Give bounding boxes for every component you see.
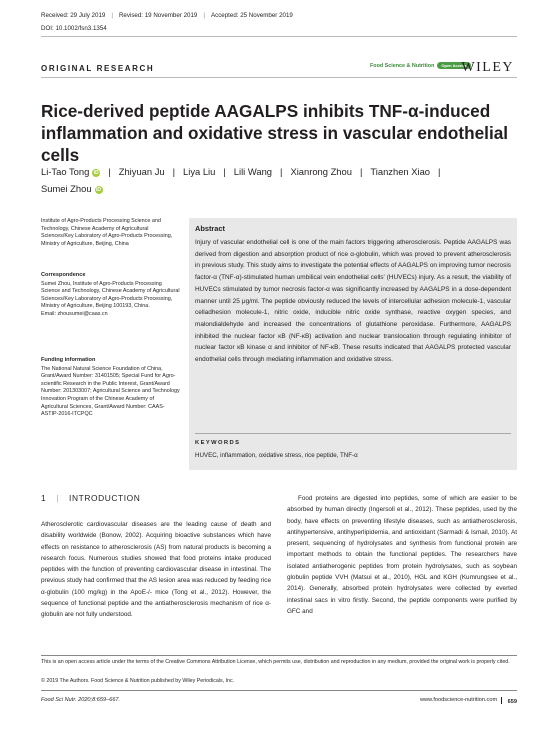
doi-link[interactable]: DOI: 10.1002/fsn3.1354 [41,25,107,32]
keywords-heading: KEYWORDS [195,440,241,446]
journal-name: Food Science & Nutrition [370,62,435,69]
correspondence-block [41,272,181,319]
funding-heading: Funding information [41,357,96,363]
author-1[interactable]: Li-Tao Tong iD [41,166,99,177]
keywords-divider [195,433,511,434]
header-divider [41,36,517,37]
section-heading: 1 | INTRODUCTION [41,493,141,503]
section-divider [41,77,517,78]
author-2[interactable]: Zhiyuan Ju [118,166,165,177]
author-list: Li-Tao Tong iD | Zhiyuan Ju | Liya Liu | Lili Wang | Xianrong Zhou | Tianzhen Xiao | Sumei Zhou iD [41,166,441,194]
keywords-text: HUVEC, inflammation, oxidative stress, rice peptide, TNF-α [195,452,358,459]
author-4[interactable]: Lili Wang [233,166,273,177]
received-date: Received: 29 July 2019 [41,12,106,19]
journal-url[interactable]: www.foodscience-nutrition.com [420,697,498,703]
author-3[interactable]: Liya Liu [183,166,216,177]
correspondence-heading: Correspondence [41,272,86,278]
article-dates: Received: 29 July 2019 | Revised: 19 November 2019 | Accepted: 25 November 2019 [41,12,293,19]
article-title: Rice-derived peptide AAGALPS inhibits TNF-α-induced inflammation and oxidative stress in vascular endothelial cells [41,101,509,165]
license-notice: This is an open access article under the terms of the Creative Commons Attribution License, which permits use, distribution and reproduction in any medium, provided the original work is properly cited. [41,659,510,665]
author-6[interactable]: Tianzhen Xiao [370,166,430,177]
author-7[interactable]: Sumei Zhou iD [41,183,102,194]
funding-text: The National Natural Science Foundation of China, Grant/Award Number: 31401505; Special Fund for Agro-scientific Research in the Public Interest, Grant/Award Number: 201303007; Agricultural Science and Technology Innovation Program of the Chinese Academy of Agricultural Sciences, Grant/Award Number: CAAS-ASTIP-2016-ITCPQC [41,365,180,418]
funding-block [41,357,181,419]
accepted-date: Accepted: 25 November 2019 [210,12,293,19]
correspondence-text: Sumei Zhou, Institute of Agro-Products Processing Science and Technology, Chinese Academy of Agricultural Sciences/Key Laboratory of Agro-Products Processing, Ministry of Agriculture, Beijing 100193, China. [41,280,180,310]
journal-citation: Food Sci Nutr. 2020;8:659–667. [41,697,121,703]
section-title: INTRODUCTION [69,493,141,503]
copyright-notice: © 2019 The Authors. Food Science & Nutrition published by Wiley Periodicals, Inc. [41,678,235,684]
publisher-logo: WILEY [461,60,514,75]
page-number: 659 [501,697,517,705]
section-tag: ORIGINAL RESEARCH [41,64,155,73]
orcid-icon[interactable]: iD [96,187,102,193]
abstract-text: Injury of vascular endothelial cell is one of the main factors triggering atherosclerosis. Peptide AAGALPS was derived from digestion and absorption product of rice α-globulin, which was proved to prevent atherosclerosis in previous study. This study aims to investigate the potential effects of AAGALPS on improving tumor necrosis factor-α (TNF-α)-stimulated human umbilical vein endothelial cells' (HUVECs) injury. As a result, the viability of HUVECs stimulated by tumor necrosis factor-α was significantly increased by AAGALPS in a dose-dependent manner until 25 μg/ml. The peptide obviously reduced the levels of intercellular adhesion molecule-1, vascular celladhesion molecule-1, nitric oxide, inducible nitric oxide synthase, reactive oxygen species, and malondialdehyde and increased the concentrations of glutathione peroxidase. Furthermore, AAGALPS inhibited the nuclear factor κB (NF-κB) activation and nuclear translocation through regulating inhibitor of nuclear factor κB kinase α and inhibitor of NF-κB. These results indicated that AAGALPS protected vascular endothelial cells through mediating inflammation and oxidative stress. [195,239,511,364]
revised-date: Revised: 19 November 2019 [118,12,198,19]
abstract-box [189,218,517,470]
footer-divider-2 [41,690,517,691]
journal-logo [370,62,471,69]
footer-divider [41,655,517,656]
intro-right-column: Food proteins are digested into peptides, some of which are easier to be absorbed by human directly (Ingersoll et al., 2012). These peptides, used by the body, have effects on preventing lifestyle diseases, such as antiatherosclerosis, antihypertensive, antihyperlipidemia, and antioxidant (Sarmadi & Ismail, 2010). At present, sequencing of hydrolysates and synthesis from functional protein are important methods to obtain the functional peptides. The researchers have isolated antiatherogenic peptides from protein hydrolysates, such as soybean globulin peptide VVH (Matsui et al., 2010), HGL and KGH (Kumrungsee et al., 2014). Generally, absorbed protein hydrolysates were collected by everted intestinal sacs in vitro firstly. Second, the peptide components were purified by GFC and [287,495,517,615]
abstract-heading: Abstract [195,224,225,233]
intro-left-column: Atherosclerotic cardiovascular diseases are the leading cause of death and disability worldwide (Bonow, 2002). Acquiring bioactive substances which have effects on resistance to atherosclerosis (AS) from natural products is becoming a research focus. Numerous studies showed that food proteins intake produced peptides with the function of preventing cardiovascular disease in intestinal. The previous study had confirmed that the AS lesion area was reduced by feeding rice α-globulin (100 mg/kg) in the ApoE-/- mice (Tong et al., 2012). However, the sequence of functional peptide and the antiatherosclerosis mechanism of rice α-globulin are not fully understood. [41,521,271,619]
orcid-icon[interactable]: iD [93,170,99,176]
author-5[interactable]: Xianrong Zhou [290,166,352,177]
affiliation: Institute of Agro-Products Processing Science and Technology, Chinese Academy of Agricultural Sciences/Key Laboratory of Agro-Products Processing, Ministry of Agriculture, Beijing, China [41,218,173,247]
correspondence-email[interactable]: Email: zhousumei@caas.cn [41,310,108,317]
open-access-badge: Open Access [437,62,470,69]
section-number: 1 [41,493,47,503]
